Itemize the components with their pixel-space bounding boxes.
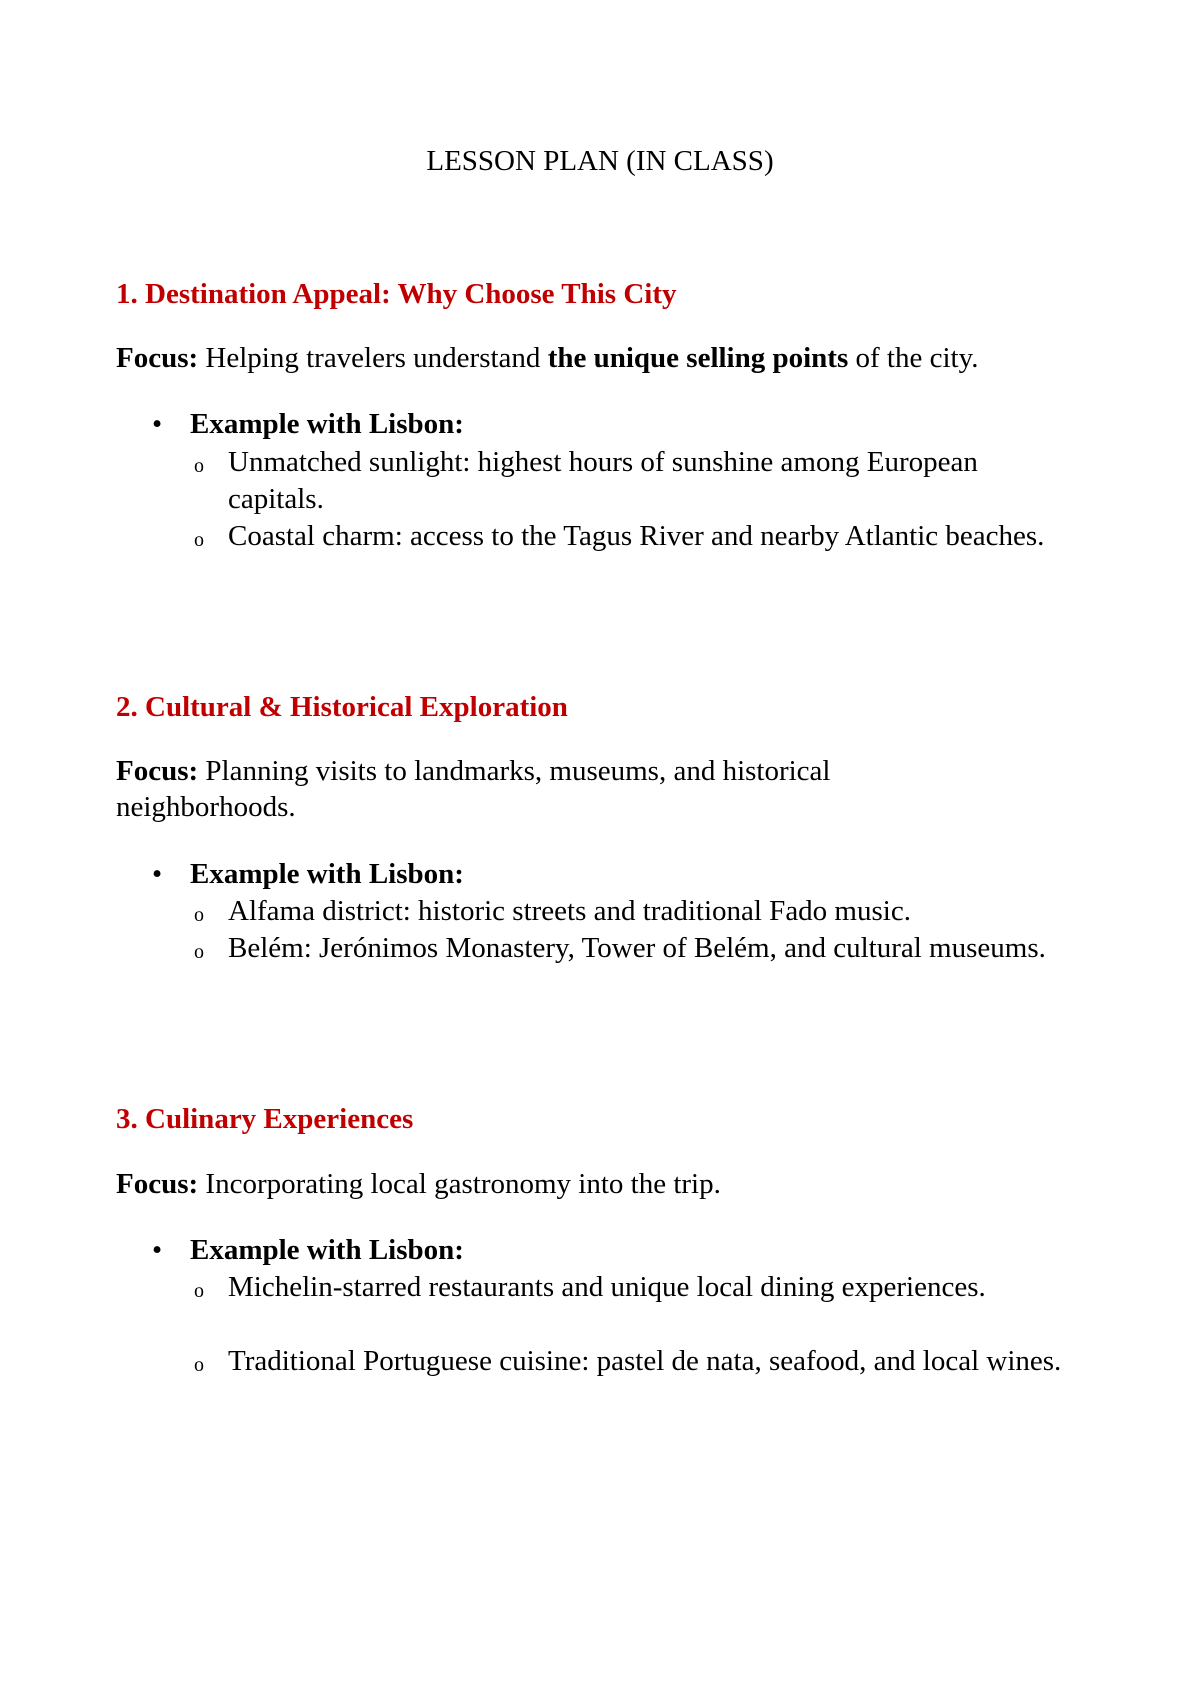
section-heading-3: 3. Culinary Experiences — [116, 1103, 414, 1135]
focus-text: Planning visits to landmarks, museums, and historical neighborhoods. — [116, 755, 831, 823]
sub-bullet-icon: o — [194, 941, 204, 963]
sub-item-text: Alfama district: historic streets and traditional Fado music. — [228, 895, 911, 927]
sub-bullet-icon: o — [194, 529, 204, 551]
focus-text: Helping travelers understand — [198, 342, 548, 374]
section-heading-2: 2. Cultural & Historical Exploration — [116, 691, 568, 723]
sub-item-3-1 — [194, 1269, 1068, 1306]
sub-item-3-2 — [194, 1343, 1068, 1380]
sub-item-1-1 — [194, 444, 1068, 518]
example-label: Example with Lisbon: — [190, 408, 464, 440]
sub-bullet-icon: o — [194, 455, 204, 477]
sub-bullet-icon: o — [194, 904, 204, 926]
sub-bullet-icon: o — [194, 1280, 204, 1302]
bullet-icon: • — [152, 858, 163, 890]
section-heading-1: 1. Destination Appeal: Why Choose This City — [116, 278, 677, 310]
sub-item-text: Michelin-starred restaurants and unique local dining experiences. — [228, 1271, 986, 1303]
sub-item-text: Belém: Jerónimos Monastery, Tower of Belém, and cultural museums. — [228, 932, 1046, 964]
sub-item-text: Traditional Portuguese cuisine: pastel de nata, seafood, and local wines. — [228, 1345, 1062, 1377]
section-focus-1 — [116, 340, 1096, 376]
focus-emphasis: the unique selling points — [547, 342, 849, 374]
focus-label: Focus: — [116, 1168, 199, 1200]
focus-label: Focus: — [116, 342, 199, 374]
section-focus-3 — [116, 1166, 1096, 1202]
focus-text-end: of the city. — [848, 342, 979, 374]
bullet-icon: • — [152, 408, 163, 440]
section-focus-2 — [116, 753, 946, 825]
focus-text: Incorporating local gastronomy into the trip. — [198, 1168, 721, 1200]
sub-item-1-2 — [194, 518, 1068, 555]
sub-item-text: Unmatched sunlight: highest hours of sunshine among European capitals. — [228, 446, 978, 515]
sub-item-2-2 — [194, 930, 1068, 967]
sub-bullet-icon: o — [194, 1354, 204, 1376]
sub-item-text: Coastal charm: access to the Tagus River and nearby Atlantic beaches. — [228, 520, 1045, 552]
page-title: LESSON PLAN (IN CLASS) — [426, 145, 774, 177]
example-label: Example with Lisbon: — [190, 858, 464, 890]
focus-label: Focus: — [116, 755, 199, 787]
example-label: Example with Lisbon: — [190, 1234, 464, 1266]
bullet-icon: • — [152, 1234, 163, 1266]
sub-item-2-1 — [194, 893, 1068, 930]
